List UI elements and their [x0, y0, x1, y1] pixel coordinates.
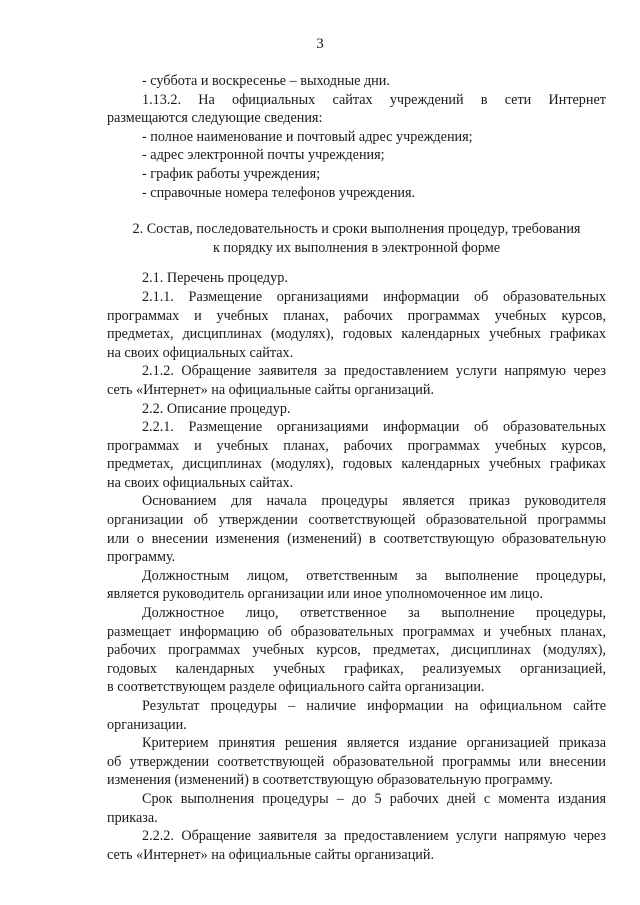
paragraph-posting-line-4: годовых календарных учебных графиках, реализуемых организацией, — [107, 660, 606, 677]
paragraph-posting-line-1: Должностное лицо, ответственное за выполнение процедуры, — [142, 605, 606, 622]
paragraph-criterion-line-2: об утверждении соответствующей образовательной программы или внесении — [107, 753, 606, 770]
paragraph-2-1-1-line-1: 2.1.1. Размещение организациями информации об образовательных — [142, 288, 606, 305]
list-item-email: - адрес электронной почты учреждения; — [142, 147, 385, 164]
paragraph-official-line-1: Должностным лицом, ответственным за выполнение процедуры, — [142, 567, 606, 584]
paragraph-2-2-1-line-4: на своих официальных сайтах. — [107, 474, 294, 491]
page-number: 3 — [316, 36, 324, 52]
list-item-schedule: - график работы учреждения; — [142, 165, 321, 182]
paragraph-posting-line-2: размещает информацию об образовательных программах и учебных планах, — [107, 623, 606, 640]
section-gap — [107, 202, 606, 220]
document-body — [107, 72, 606, 864]
paragraph-posting-line-5: в соответствующем разделе официального сайта организации. — [107, 679, 485, 696]
paragraph-deadline-line-2: приказа. — [107, 809, 158, 826]
paragraph-2-1-2-line-1: 2.1.2. Обращение заявителя за предоставлением услуги напрямую через — [142, 363, 606, 380]
paragraph-criterion-line-1: Критерием принятия решения является издание организацией приказа — [142, 735, 606, 752]
paragraph-criterion-line-3: изменения (изменений) в соответствующую образовательную программу. — [107, 772, 553, 789]
paragraph-2-2-1-line-2: программах и учебных планах, рабочих программах учебных курсов, — [107, 437, 606, 454]
paragraph-posting-line-3: рабочих программах учебных курсов, предметах, дисциплинах (модулях), — [107, 642, 606, 659]
list-item-weekend: - суббота и воскресенье – выходные дни. — [142, 73, 390, 89]
paragraph-2-2-2-line-1: 2.2.2. Обращение заявителя за предоставлением услуги напрямую через — [142, 828, 606, 845]
section-heading-line-2: к порядку их выполнения в электронной форме — [212, 239, 501, 256]
paragraph-2-2-1-line-1: 2.2.1. Размещение организациями информации об образовательных — [142, 419, 606, 436]
paragraph-2-1-1-line-4: на своих официальных сайтах. — [107, 344, 294, 361]
paragraph-2-1-title: 2.1. Перечень процедур. — [142, 270, 288, 287]
paragraph-result-line-2: организации. — [107, 716, 187, 733]
paragraph-2-2-2-line-2: сеть «Интернет» на официальные сайты организаций. — [107, 846, 435, 863]
paragraph-basis-line-4: программу. — [107, 549, 176, 566]
paragraph-2-1-2-line-2: сеть «Интернет» на официальные сайты организаций. — [107, 381, 435, 398]
list-item-name-address: - полное наименование и почтовый адрес учреждения; — [142, 128, 473, 145]
paragraph-basis-line-1: Основанием для начала процедуры является приказ руководителя — [142, 493, 606, 510]
paragraph-1-13-2-line-2: размещаются следующие сведения: — [107, 110, 323, 127]
paragraph-official-line-2: является руководитель организации или иное уполномоченное им лицо. — [107, 586, 544, 603]
paragraph-2-2-title: 2.2. Описание процедур. — [142, 400, 291, 417]
paragraph-1-13-2-line-1: 1.13.2. На официальных сайтах учреждений в сети Интернет — [142, 91, 606, 108]
paragraph-deadline-line-1: Срок выполнения процедуры – до 5 рабочих дней с момента издания — [142, 790, 606, 807]
paragraph-2-2-1-line-3: предметах, дисциплинах (модулях), годовых календарных учебных графиках — [107, 456, 606, 473]
paragraph-basis-line-2: организации об утверждении соответствующей образовательной программы — [107, 512, 606, 529]
section-heading-line-1: 2. Состав, последовательность и сроки выполнения процедур, требования — [132, 221, 581, 238]
paragraph-result-line-1: Результат процедуры – наличие информации на официальном сайте — [142, 698, 606, 714]
section-gap-small — [107, 257, 606, 269]
list-item-phones: - справочные номера телефонов учреждения. — [142, 184, 416, 201]
paragraph-basis-line-3: или о внесении изменения (изменений) в соответствующую образовательную — [107, 530, 606, 547]
paragraph-2-1-1-line-3: предметах, дисциплинах (модулях), годовых календарных учебных графиках — [107, 326, 606, 343]
paragraph-2-1-1-line-2: программах и учебных планах, рабочих программах учебных курсов, — [107, 307, 606, 324]
